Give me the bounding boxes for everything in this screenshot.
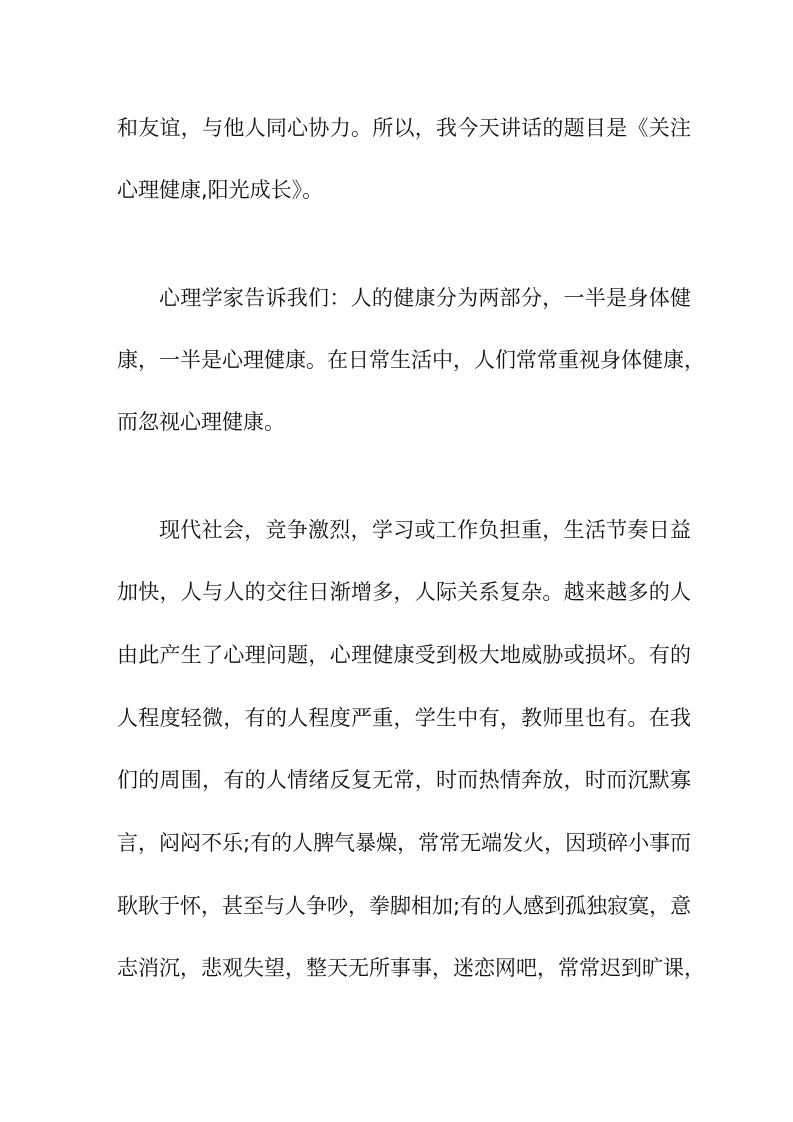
text-line: 和友谊，与他人同心协力。所以，我今天讲话的题目是《关注 (117, 116, 691, 140)
text-line: 加快，人与人的交往日渐增多，人际关系复杂。越来越多的人 (117, 580, 691, 604)
text-line: 心理学家告诉我们：人的健康分为两部分，一半是身体健 (159, 286, 691, 310)
text-line: 而忽视心理健康。 (117, 410, 285, 434)
text-line: 志消沉，悲观失望，整天无所事事，迷恋网吧，常常迟到旷课， (117, 956, 705, 980)
text-line: 人程度轻微，有的人程度严重，学生中有，教师里也有。在我 (117, 706, 691, 730)
text-line: 现代社会，竞争激烈，学习或工作负担重，生活节奏日益 (159, 518, 691, 542)
text-line: 们的周围，有的人情绪反复无常，时而热情奔放，时而沉默寡 (117, 768, 691, 792)
text-line: 耿耿于怀，甚至与人争吵，拳脚相加;有的人感到孤独寂寞，意 (117, 894, 692, 918)
text-line: 言，闷闷不乐;有的人脾气暴燥，常常无端发火，因琐碎小事而 (117, 831, 692, 855)
text-line: 心理健康,阳光成长》。 (117, 178, 324, 202)
text-line: 康，一半是心理健康。在日常生活中，人们常常重视身体健康， (117, 348, 705, 372)
text-line: 由此产生了心理问题，心理健康受到极大地威胁或损坏。有的 (117, 643, 691, 667)
